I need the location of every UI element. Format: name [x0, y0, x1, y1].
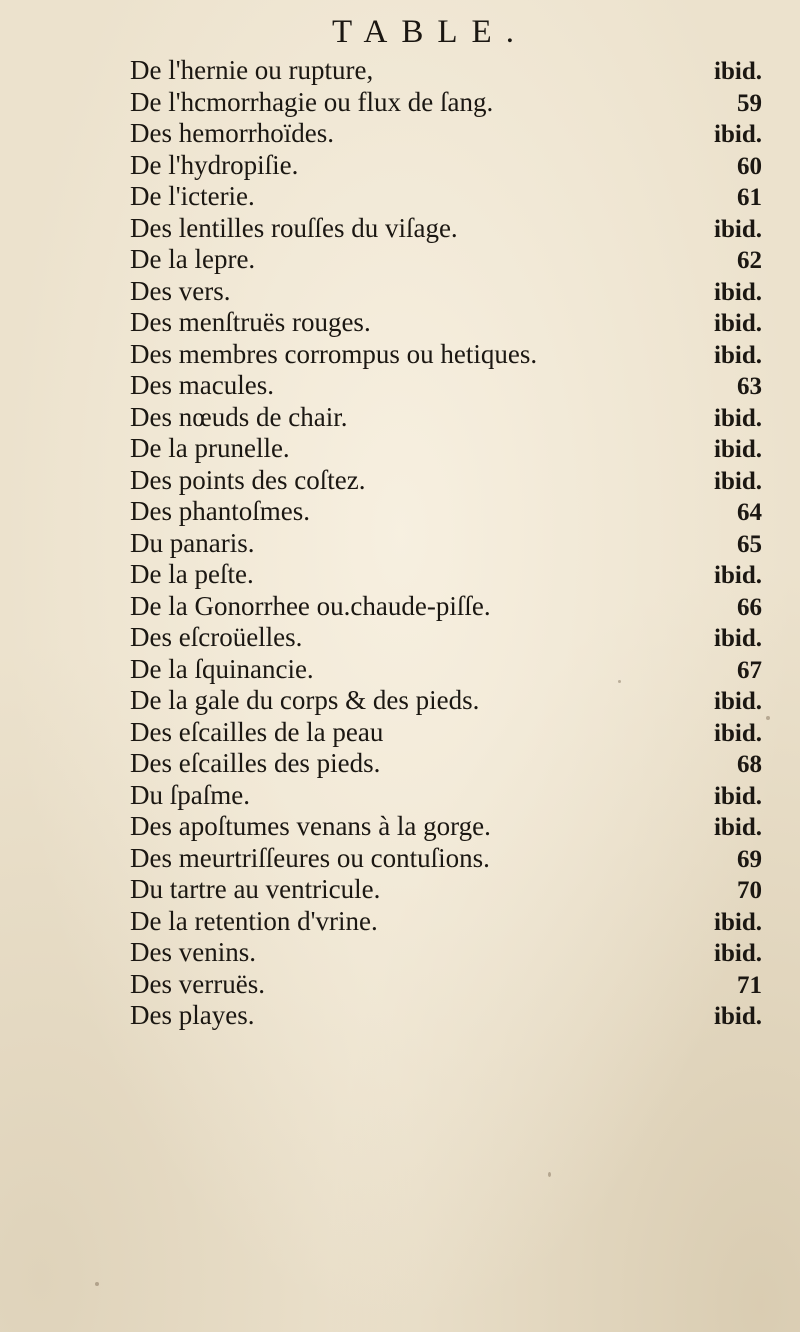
entry-title: De l'hydropiſie.: [130, 149, 299, 180]
entry-title: Des eſcailles de la peau: [130, 716, 384, 747]
entry-page: ibid.: [714, 625, 762, 652]
entry-page: ibid.: [714, 688, 762, 715]
entry-title: De la lepre.: [130, 244, 256, 274]
entry-page: ibid.: [714, 782, 762, 810]
entry-title: Des verruës.: [130, 968, 265, 999]
entry-page: ibid.: [714, 341, 762, 369]
entry-page: ibid.: [714, 1003, 762, 1030]
entry-title: Des points des coſtez.: [130, 464, 366, 495]
entry-page: ibid.: [714, 278, 762, 306]
toc-entry: [130, 717, 762, 749]
toc-entry: [130, 370, 762, 402]
toc-entry: [130, 780, 762, 812]
entry-page: 69: [737, 845, 762, 873]
paper-speck: [95, 1282, 99, 1286]
entry-page: ibid.: [714, 467, 762, 495]
toc-entry: [130, 307, 762, 339]
toc-entry: [130, 622, 762, 654]
entry-title: Des phantoſmes.: [130, 496, 310, 526]
entry-title: Des playes.: [130, 1000, 255, 1030]
entry-title: De la peſte.: [130, 559, 254, 589]
toc-entry: [130, 244, 762, 276]
toc-entry: [130, 748, 762, 780]
entry-title: De la retention d'vrine.: [130, 905, 378, 936]
toc-entry: [130, 55, 762, 87]
toc-entry: [130, 528, 762, 560]
entry-title: Des eſcailles des pieds.: [130, 748, 381, 778]
entry-page: 60: [737, 152, 762, 180]
toc-entry: [130, 591, 762, 623]
toc-entry: [130, 496, 762, 528]
entry-title: Des nœuds de chair.: [130, 401, 348, 432]
entry-page: ibid.: [714, 908, 762, 936]
entry-page: 66: [737, 593, 762, 621]
entry-page: ibid.: [714, 719, 762, 747]
toc-entry: [130, 906, 762, 938]
paper-speck: [618, 680, 621, 683]
entry-title: Des hemorrhoïdes.: [130, 118, 334, 148]
entry-page: ibid.: [714, 940, 762, 967]
toc-entry: [130, 843, 762, 875]
toc-entry: [130, 654, 762, 686]
toc-entry: [130, 402, 762, 434]
entry-page: ibid.: [714, 562, 762, 589]
entry-title: Des venins.: [130, 937, 256, 967]
toc-entry: [130, 559, 762, 591]
entry-page: ibid.: [714, 436, 762, 463]
toc-entry: [130, 339, 762, 371]
toc-entry: [130, 213, 762, 245]
toc-entry: [130, 811, 762, 843]
entry-title: Du tartre au ventricule.: [130, 874, 381, 904]
entry-title: Des macules.: [130, 370, 274, 400]
toc-entry: [130, 874, 762, 906]
entry-page: ibid.: [714, 121, 762, 148]
entry-title: Des vers.: [130, 275, 231, 306]
entry-title: De la Gonorrhee ou.chaude-piſſe.: [130, 590, 491, 621]
entry-title: Des menſtruës rouges.: [130, 307, 371, 337]
toc-entry: [130, 937, 762, 969]
entry-page: ibid.: [714, 215, 762, 243]
entry-title: Des apoſtumes venans à la gorge.: [130, 811, 491, 841]
toc-entry: [130, 433, 762, 465]
entry-title: De la gale du corps & des pieds.: [130, 685, 480, 715]
entry-page: ibid.: [714, 814, 762, 841]
paper-speck: [766, 716, 770, 720]
toc-entry: [130, 685, 762, 717]
toc-entry: [130, 118, 762, 150]
entry-title: Du ſpaſme.: [130, 779, 250, 810]
entry-page: 70: [737, 877, 762, 904]
entry-page: 67: [737, 656, 762, 684]
entry-title: De la prunelle.: [130, 433, 290, 463]
toc-entry: [130, 87, 762, 119]
entry-page: ibid.: [714, 404, 762, 432]
toc-entry: [130, 1000, 762, 1032]
entry-title: De la ſquinancie.: [130, 653, 314, 684]
toc-entry: [130, 276, 762, 308]
running-head: TABLE.: [332, 14, 528, 50]
entry-page: 71: [737, 971, 762, 999]
entry-title: Des meurtriſſeures ou contuſions.: [130, 842, 490, 873]
entry-title: De l'hcmorrhagie ou flux de ſang.: [130, 86, 494, 117]
entry-page: 64: [737, 499, 762, 526]
entry-page: 62: [737, 247, 762, 274]
toc-entry: [130, 969, 762, 1001]
entry-title: De l'hernie ou rupture,: [130, 55, 374, 85]
entry-title: Des eſcroüelles.: [130, 622, 303, 652]
entry-title: De l'icterie.: [130, 181, 255, 211]
table-of-contents: [130, 55, 762, 1032]
paper-speck: [548, 1172, 551, 1177]
entry-page: 65: [737, 530, 762, 558]
toc-entry: [130, 150, 762, 182]
entry-page: ibid.: [714, 58, 762, 85]
entry-page: 63: [737, 373, 762, 400]
entry-page: 61: [737, 184, 762, 211]
entry-title: Du panaris.: [130, 527, 255, 558]
entry-page: ibid.: [714, 310, 762, 337]
entry-title: Des membres corrompus ou hetiques.: [130, 338, 538, 369]
toc-entry: [130, 465, 762, 497]
entry-title: Des lentilles rouſſes du viſage.: [130, 212, 458, 243]
entry-page: 68: [737, 751, 762, 778]
entry-page: 59: [737, 89, 762, 117]
toc-entry: [130, 181, 762, 213]
